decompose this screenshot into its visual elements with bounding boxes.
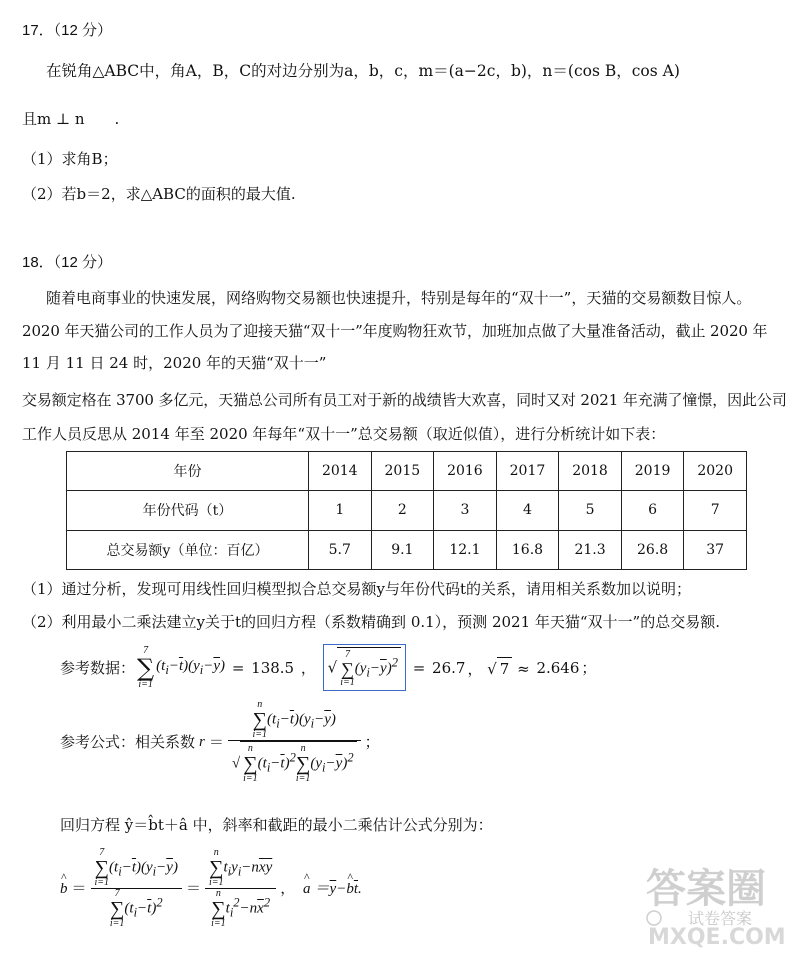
q18-part-2: （2）利用最小二乘法建立y关于t的回归方程（系数精确到 0.1），预测 2021 年天猫“双十一”的总交易额.	[22, 613, 720, 631]
q18-paragraph-1: 随着电商事业的快速发展，网络购物交易额也快速提升，特别是每年的“双十一”，天猫的交易额数目惊人。	[46, 289, 752, 307]
slope-fraction-2: n ∑ i=1 $t_iy_i-n\overline{x}\overline{y}$ n ∑ i=1 $t_i^2-n\overline{x}^2$	[205, 848, 276, 929]
b-hat: ^ b	[60, 880, 68, 898]
q18-paragraph-4: 交易额定格在 3700 多亿元，天猫总公司所有员工对于新的战绩皆大欢喜，同时又对 2021 年充满了憧憬，因此公司	[22, 391, 787, 409]
svg-text:试卷答案: 试卷答案	[688, 909, 753, 928]
q18-paragraph-3: 11 月 11 日 24 时，2020 年的天猫“双十一”	[22, 354, 327, 372]
q18-part-1: （1）通过分析，发现可用线性回归模型拟合总交易额y与年份代码t的关系，请用相关系数加以说明；	[22, 580, 692, 598]
table-cell: 16.8	[496, 530, 559, 569]
table-cell: 2	[371, 491, 434, 530]
row-header: 年份	[67, 452, 309, 491]
a-hat: ^ a	[303, 880, 311, 898]
least-squares-formulas	[60, 848, 362, 929]
reference-formula-label: 参考公式：相关系数	[60, 733, 196, 751]
q17-stem-line-2: 且m ⊥ n .	[22, 110, 120, 128]
root-value: 26.7	[432, 658, 466, 677]
table-row	[67, 530, 747, 569]
table-cell: 2017	[496, 452, 559, 491]
watermark-logo	[640, 858, 800, 948]
table-row	[67, 452, 747, 491]
correlation-fraction: n ∑ i=1 $(t_i-\overline{t})(y_i-\overline{y})$ √ n ∑ i=1 $(t_i-\overline{t})^2$ n ∑ i=1 $(y_i-\overline{y})^2$	[228, 700, 361, 784]
intercept-formula: $=\overline{y}-\^{}$ $b\overline{t}$.	[315, 880, 362, 898]
table-cell: 5	[559, 491, 622, 530]
sum-symbol: 7 ∑ i=1	[137, 644, 155, 690]
table-cell: 2014	[309, 452, 372, 491]
table-cell: 1	[309, 491, 372, 530]
regression-intro: 回归方程 ŷ＝b̂t＋â 中，斜率和截距的最小二乘估计公式分别为：	[60, 816, 493, 834]
table-cell: 2019	[621, 452, 684, 491]
svg-text:答案圈: 答案圈	[646, 866, 766, 912]
table-cell: 2020	[684, 452, 747, 491]
table-cell: 37	[684, 530, 747, 569]
comma: ，	[296, 658, 321, 677]
row-header: 年份代码（t）	[67, 491, 309, 530]
table-cell: 12.1	[434, 530, 497, 569]
reference-formula	[60, 700, 380, 784]
comma: ，	[280, 880, 300, 897]
equals-sign: ＝	[208, 733, 224, 751]
variable-r: r	[199, 734, 205, 750]
table-cell: 6	[621, 491, 684, 530]
table-cell: 3	[434, 491, 497, 530]
comma: ， √ 7 ≈	[467, 657, 534, 678]
reference-data-label: 参考数据：	[60, 658, 136, 677]
slope-fraction-1: 7 ∑ i=1 $(t_i-\overline{t})(y_i-\overline{y})$ 7 ∑ i=1 $(t_i-\overline{t})^2$	[91, 848, 182, 929]
q17-part-1: （1）求角B；	[22, 150, 118, 168]
equals-sign: =	[227, 658, 250, 677]
semicolon: ；	[364, 733, 380, 751]
sales-table	[66, 451, 747, 570]
table-cell: 7	[684, 491, 747, 530]
table-cell: 4	[496, 491, 559, 530]
table-cell: 26.8	[621, 530, 684, 569]
sum-value: 138.5	[251, 658, 295, 677]
table-row	[67, 491, 747, 530]
q18-paragraph-5: 工作人员反思从 2014 年至 2020 年每年“双十一”总交易额（取近似值），进行分析统计如下表：	[22, 425, 666, 443]
q17-stem-line-1: 在锐角△ABC中，角A，B，C的对边分别为a，b，c，m＝(a−2c，b)，n＝(cos B，cos A)	[46, 62, 680, 80]
table-cell: 2015	[371, 452, 434, 491]
q17-header: 17．（12 分）	[22, 22, 113, 39]
table-cell: 5.7	[309, 530, 372, 569]
sqrt7-value: 2.646	[536, 658, 580, 677]
reference-data	[60, 644, 596, 691]
q18-header: 18．（12 分）	[22, 254, 113, 271]
q18-paragraph-2: 2020 年天猫公司的工作人员为了迎接天猫“双十一”年度购物狂欢节，加班加点做了大量准备活动，截止 2020 年	[22, 322, 768, 340]
boxed-formula: √ 7 ∑ i=1 $(y_i-\overline{y})^2$	[323, 644, 406, 691]
svg-text:MXQE.COM: MXQE.COM	[648, 925, 786, 948]
equals-sign: ＝	[71, 880, 87, 897]
semicolon: ；	[581, 658, 597, 677]
table-cell: 2018	[559, 452, 622, 491]
equals-sign: =	[407, 658, 431, 677]
table-cell: 21.3	[559, 530, 622, 569]
q17-part-2: （2）若b＝2，求△ABC的面积的最大值.	[22, 185, 296, 203]
table-cell: 9.1	[371, 530, 434, 569]
equals-sign: ＝	[185, 880, 201, 897]
row-header: 总交易额y（单位：百亿）	[67, 530, 309, 569]
table-cell: 2016	[434, 452, 497, 491]
formula-term: $(t_i-\overline{t})(y_i-\overline{y})$	[156, 658, 226, 677]
